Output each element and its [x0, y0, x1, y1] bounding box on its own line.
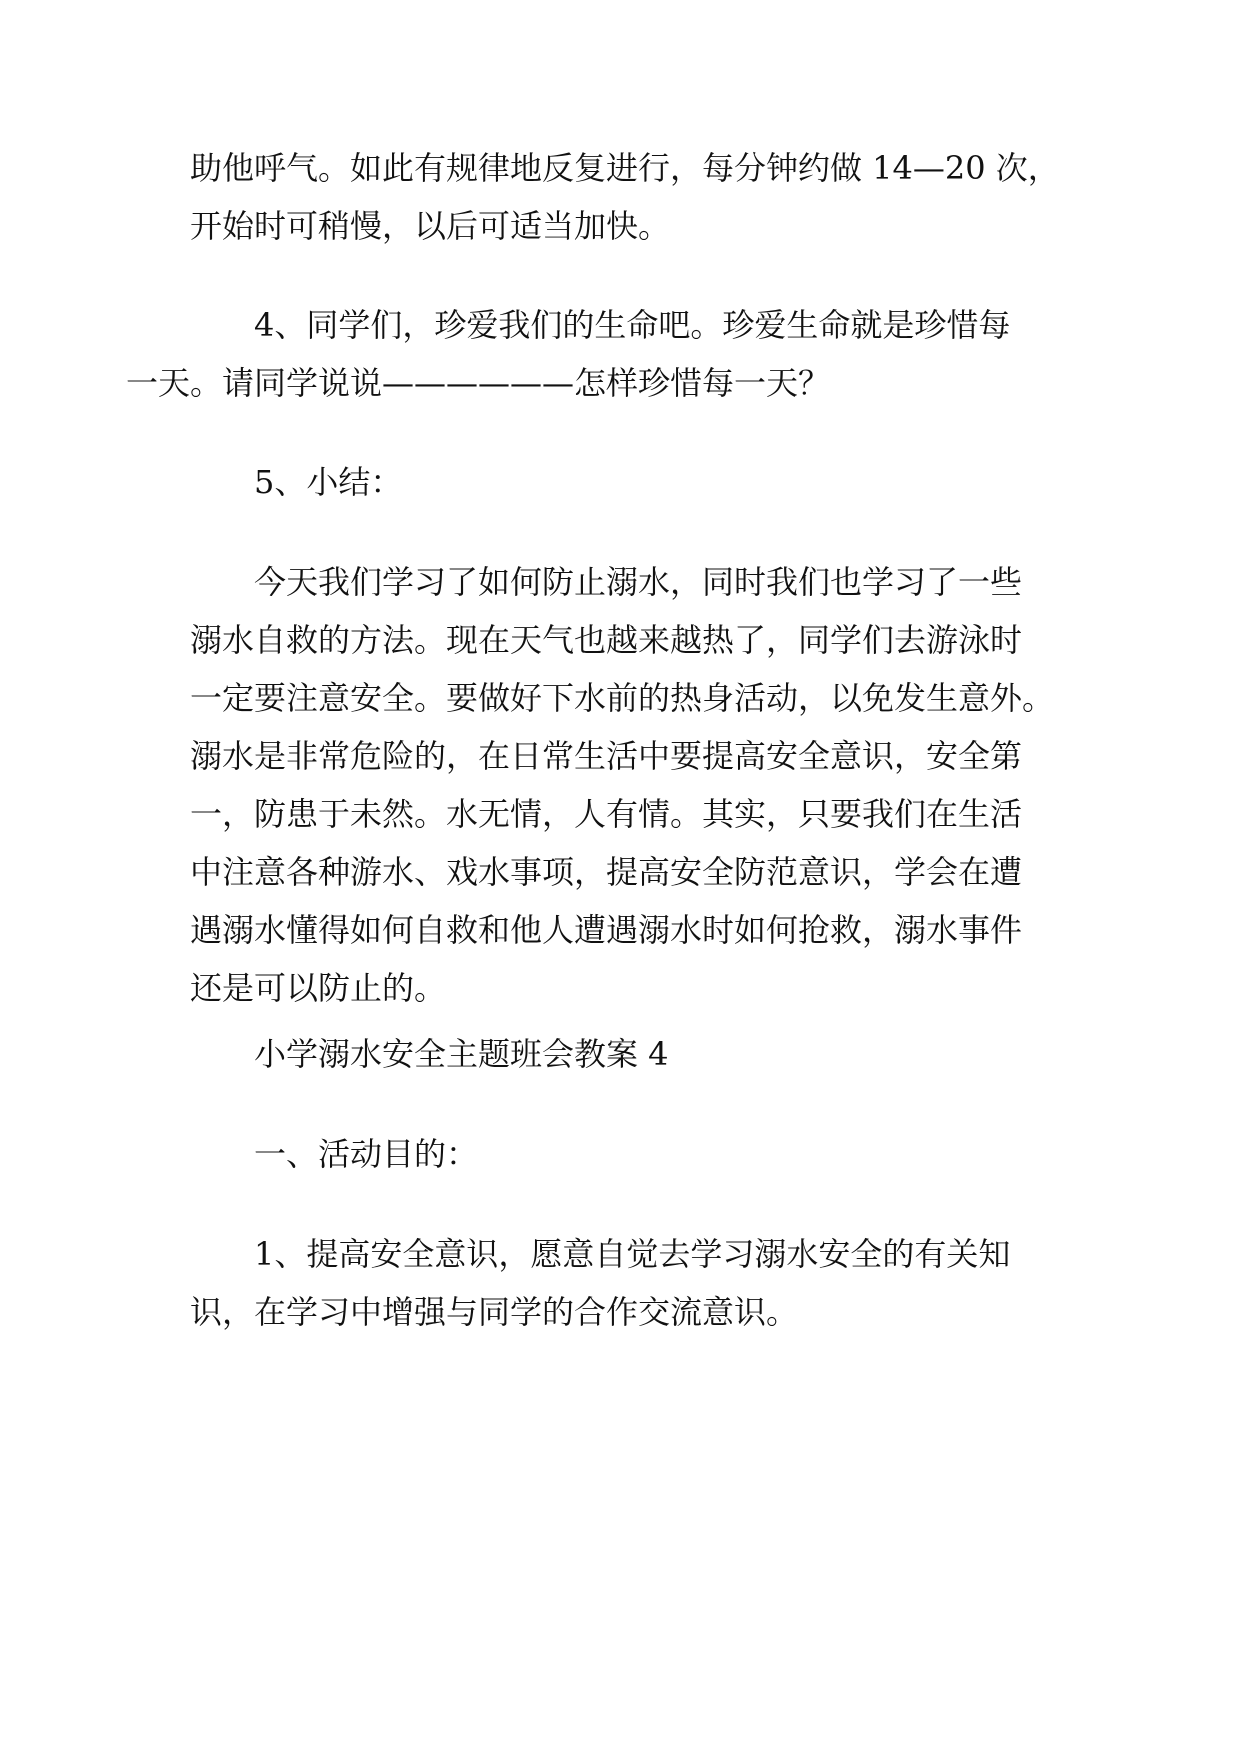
- text-line: 助他呼气。如此有规律地反复进行，每分钟约做 14—20 次，: [190, 149, 1060, 187]
- section-title: [190, 1025, 1060, 1083]
- text-line: 5、小结：: [254, 463, 403, 501]
- paragraph-breathing-instructions: [190, 139, 1060, 255]
- text-line: 一天。请同学说说——————怎样珍惜每一天？: [126, 364, 831, 402]
- heading-activity-goals: [190, 1125, 1060, 1183]
- text-line: 开始时可稍慢，以后可适当加快。: [190, 207, 671, 245]
- text-line: 今天我们学习了如何防止溺水，同时我们也学习了一些: [254, 563, 1023, 601]
- text-line: 1、提高安全意识，愿意自觉去学习溺水安全的有关知: [254, 1235, 1011, 1273]
- text-line: 一定要注意安全。要做好下水前的热身活动，以免发生意外。: [190, 679, 1055, 717]
- paragraph-summary-body: [190, 553, 1060, 1017]
- paragraph-cherish-life: [126, 296, 1060, 412]
- text-line: 一、活动目的：: [254, 1135, 479, 1173]
- text-line: 溺水自救的方法。现在天气也越来越热了，同学们去游泳时: [190, 621, 1023, 659]
- paragraph-summary-heading: [190, 453, 1060, 511]
- text-line: 中注意各种游水、戏水事项，提高安全防范意识，学会在遭: [190, 853, 1023, 891]
- text-line: 还是可以防止的。: [190, 969, 447, 1007]
- text-line: 遇溺水懂得如何自救和他人遭遇溺水时如何抢救，溺水事件: [190, 911, 1023, 949]
- text-line: 识，在学习中增强与同学的合作交流意识。: [190, 1293, 799, 1331]
- text-line: 4、同学们，珍爱我们的生命吧。珍爱生命就是珍惜每: [254, 306, 1011, 344]
- text-line: 小学溺水安全主题班会教案 4: [254, 1035, 669, 1073]
- text-line: 溺水是非常危险的，在日常生活中要提高安全意识，安全第: [190, 737, 1023, 775]
- paragraph-goal-1: [190, 1225, 1060, 1341]
- text-line: 一，防患于未然。水无情，人有情。其实，只要我们在生活: [190, 795, 1023, 833]
